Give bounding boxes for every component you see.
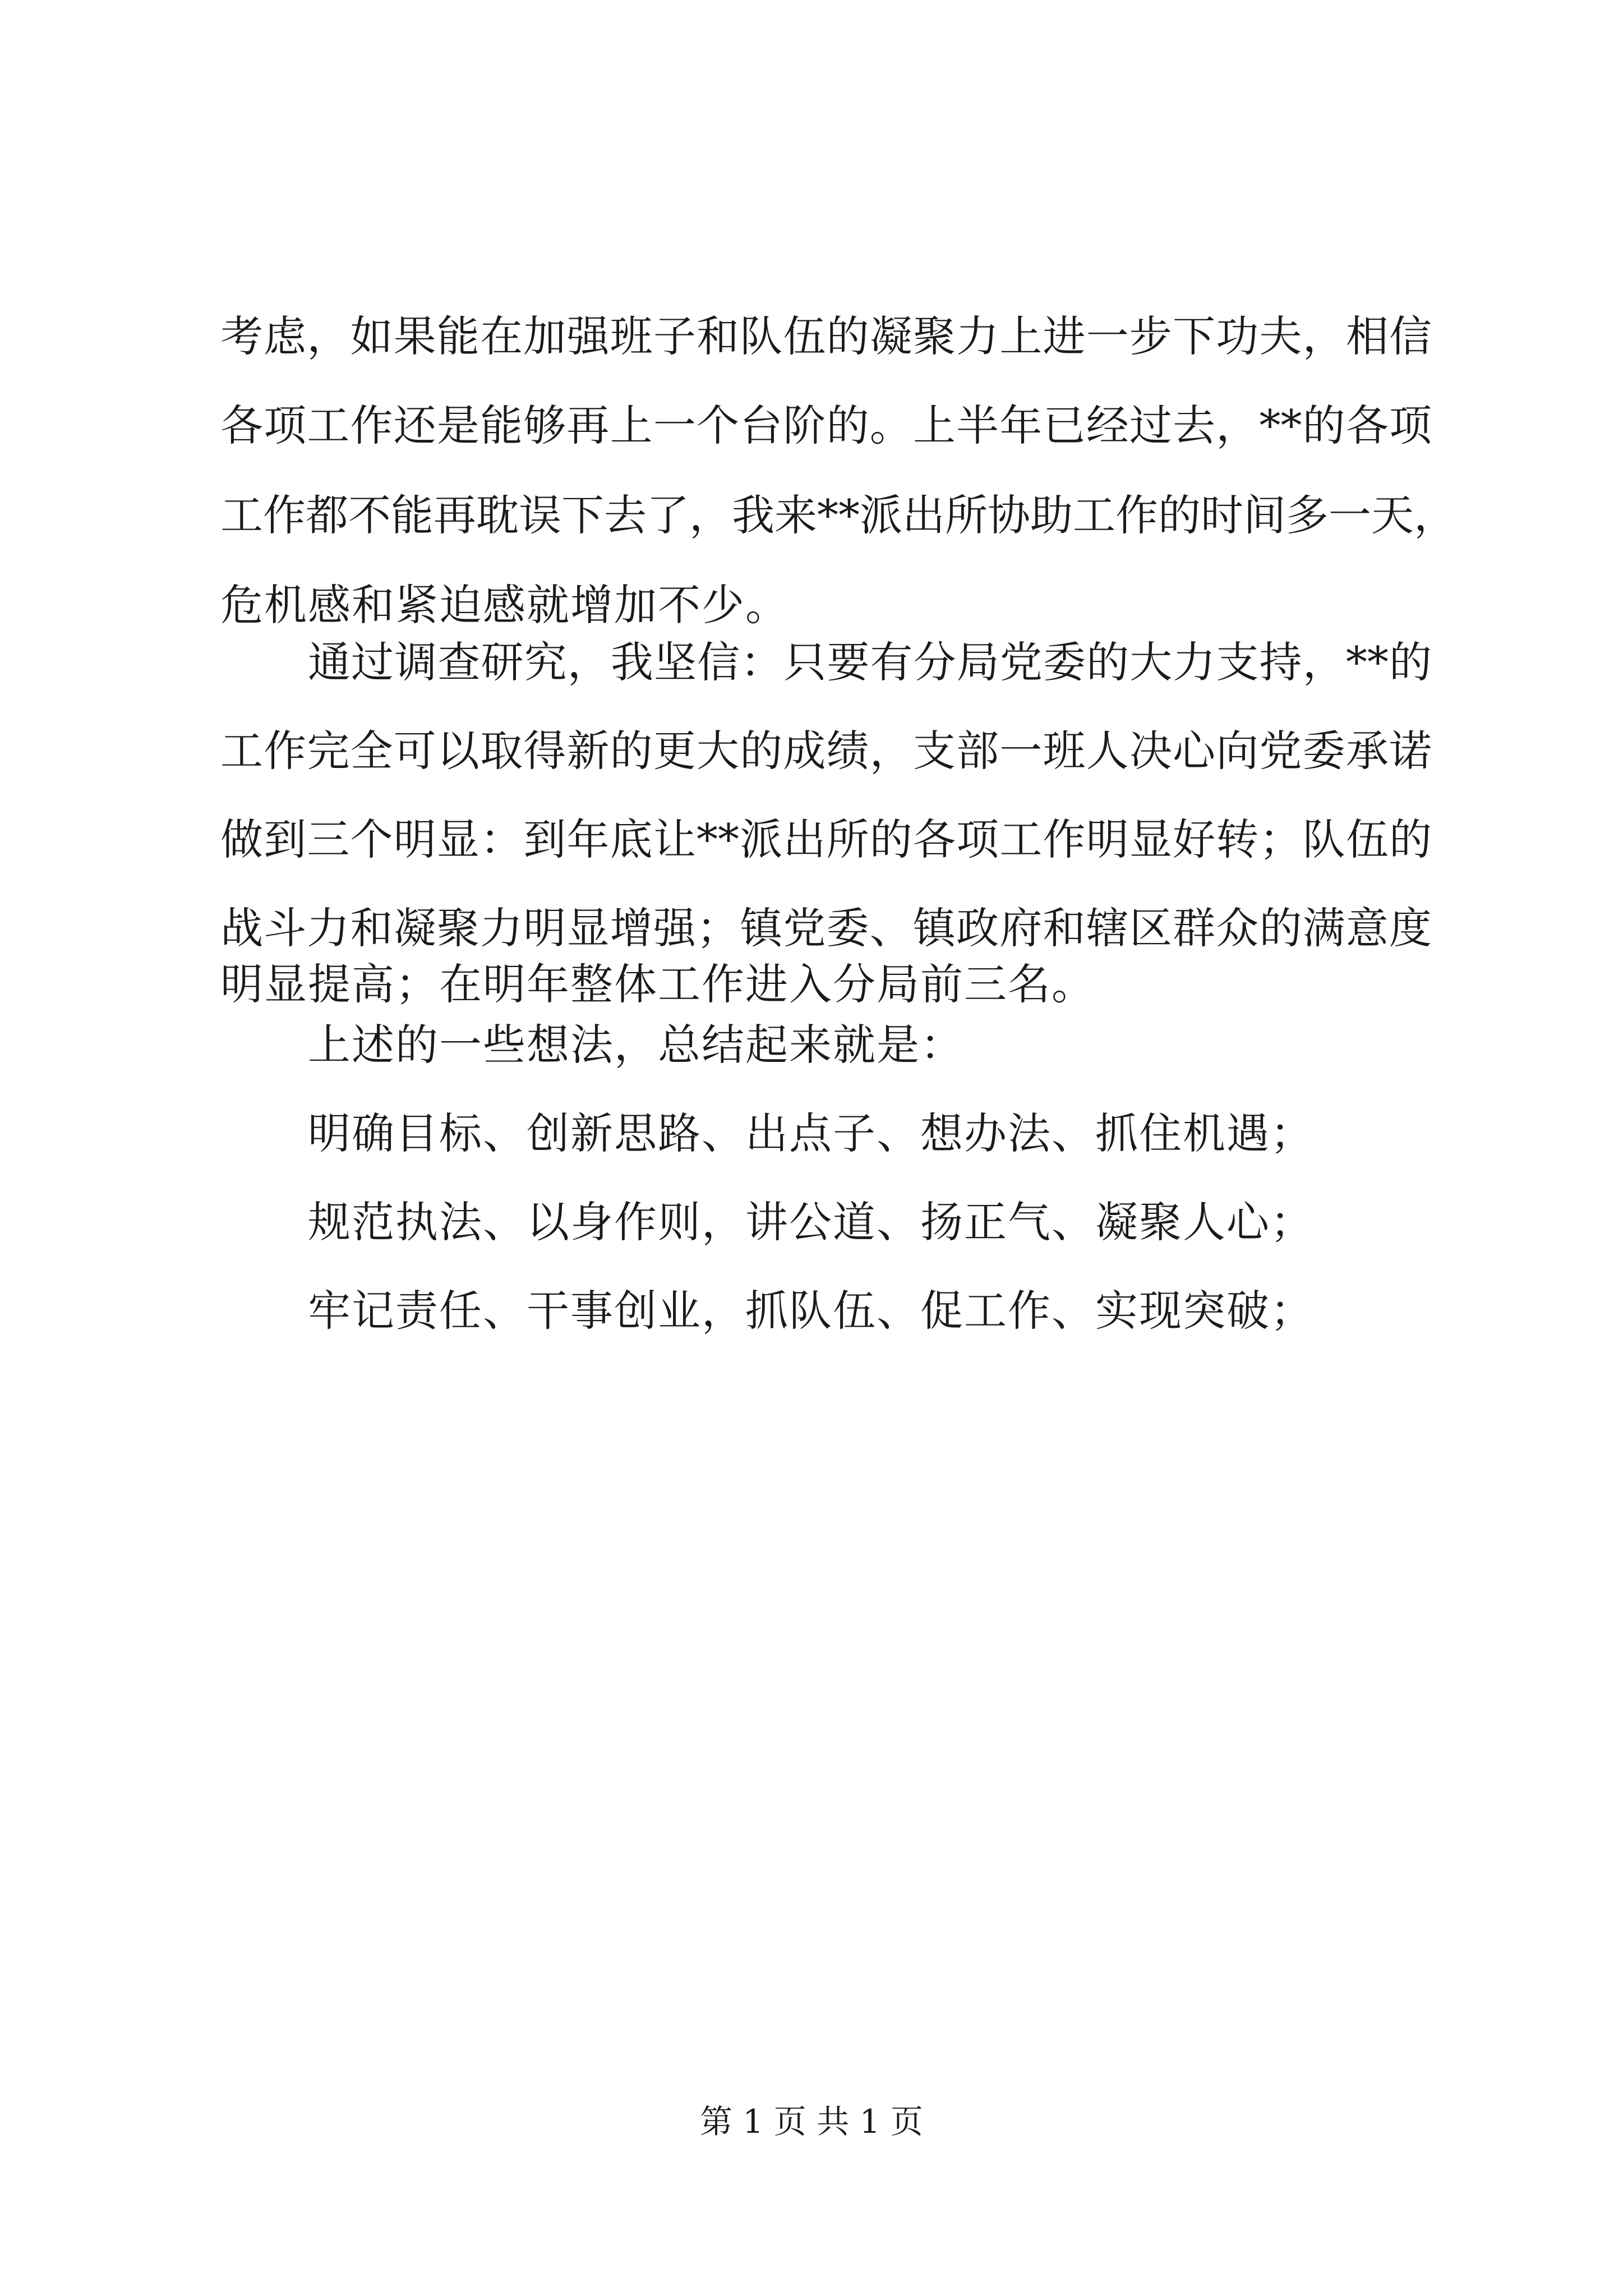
paragraph-2-line-4: 战斗力和凝聚力明显增强；镇党委、镇政府和辖区群众的满意度	[220, 903, 1432, 953]
summary-item-2: 规范执法、以身作则，讲公道、扬正气、凝聚人心；	[308, 1197, 1314, 1247]
paragraph-1-line-1: 考虑，如果能在加强班子和队伍的凝聚力上进一步下功夫，相信	[220, 311, 1432, 361]
summary-item-3: 牢记责任、干事创业，抓队伍、促工作、实现突破；	[308, 1286, 1314, 1336]
paragraph-2-line-5: 明显提高；在明年整体工作进入分局前三名。	[220, 959, 1095, 1009]
paragraph-1-line-4: 危机感和紧迫感就增加不少。	[220, 580, 789, 630]
paragraph-2-line-3: 做到三个明显：到年底让**派出所的各项工作明显好转；队伍的	[220, 815, 1432, 864]
paragraph-2-line-2: 工作完全可以取得新的更大的成绩，支部一班人决心向党委承诺	[220, 726, 1432, 776]
summary-item-1: 明确目标、创新思路、出点子、想办法、抓住机遇；	[308, 1108, 1314, 1158]
paragraph-1-line-3: 工作都不能再耽误下去了，我来**派出所协助工作的时间多一天，	[220, 490, 1456, 540]
paragraph-2-line-1: 通过调查研究，我坚信：只要有分局党委的大力支持，**的	[308, 637, 1432, 687]
page-number-footer: 第 1 页 共 1 页	[700, 2102, 923, 2141]
summary-intro: 上述的一些想法，总结起来就是：	[308, 1020, 964, 1070]
paragraph-1-line-2: 各项工作还是能够再上一个台阶的。上半年已经过去，**的各项	[220, 401, 1432, 450]
